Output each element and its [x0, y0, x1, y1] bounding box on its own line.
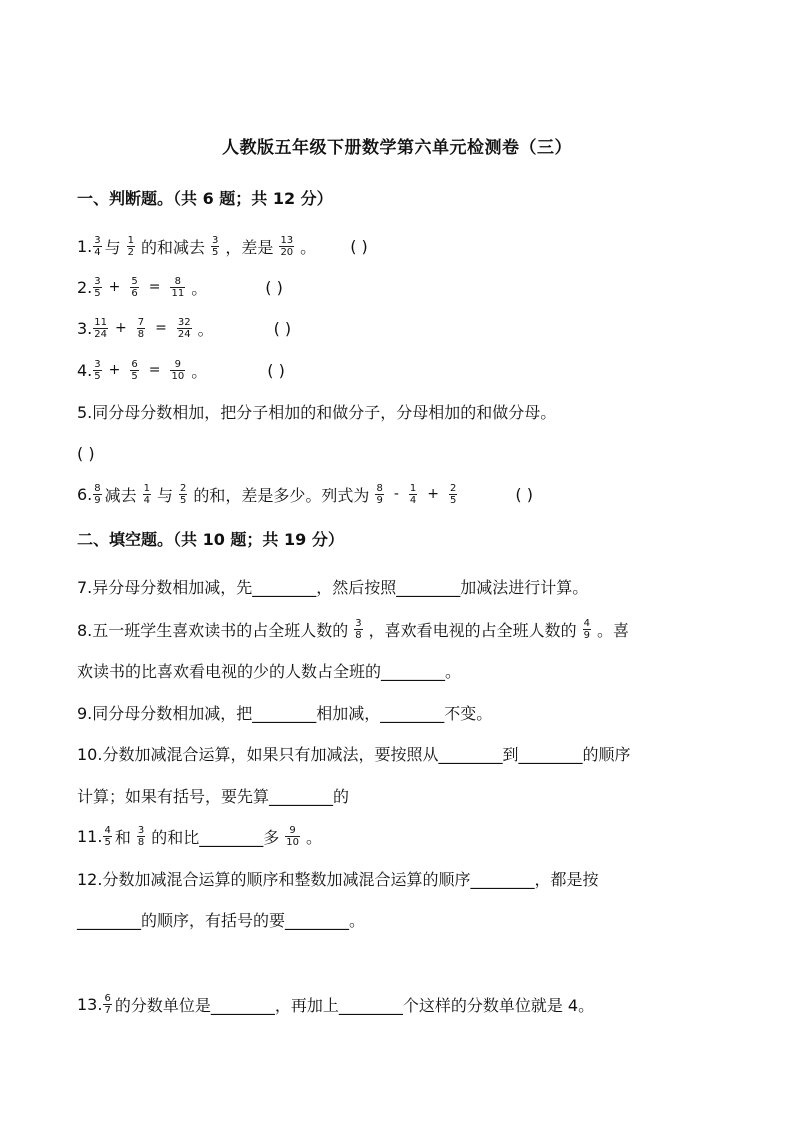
fraction: $\frac{1}{4}$ [409, 482, 417, 506]
fraction: $\frac{4}{5}$ [104, 824, 111, 848]
plus-sign: + [427, 486, 439, 502]
answer-bracket[interactable]: ( ) [265, 277, 283, 297]
question-number: 1. [77, 236, 93, 256]
question-5-answer [77, 437, 95, 469]
page-title: 人教版五年级下册数学第六单元检测卷（三） [222, 138, 572, 158]
question-4 [77, 354, 285, 386]
equals-sign: = [155, 320, 167, 336]
text: 。 [191, 361, 208, 381]
fraction: $\frac{3}{4}$ [94, 234, 101, 258]
section-heading-judgment: 一、判断题。（共 6 题；共 12 分） [77, 189, 333, 208]
fraction: $\frac{1}{4}$ [143, 482, 151, 506]
question-9 [77, 696, 492, 728]
question-6 [77, 478, 533, 510]
question-5 [77, 395, 556, 427]
question-text: ，喜欢看电视的占全班人数的 [368, 620, 577, 640]
question-10 [77, 737, 630, 769]
section-heading-fill-blank: 二、填空题。（共 10 题；共 19 分） [77, 530, 344, 549]
minus-sign: - [393, 486, 399, 502]
question-text: 12.分数加减混合运算的顺序和整数加减混合运算的顺序________，都是按 [77, 869, 599, 889]
answer-bracket[interactable]: ( ) [515, 484, 533, 504]
fraction: $\frac{3}{5}$ [94, 358, 101, 382]
text: 与 [157, 485, 174, 505]
question-number: 4. [77, 360, 93, 380]
question-text: 5.同分母分数相加，把分子相加的和做分子，分母相加的和做分母。 [77, 402, 557, 422]
fraction: $\frac{6}{7}$ [104, 992, 111, 1016]
answer-bracket[interactable]: ( ) [350, 236, 368, 256]
fraction: $\frac{1}{2}$ [127, 234, 135, 258]
fraction: $\frac{8}{9}$ [376, 482, 383, 506]
text: 与 [104, 237, 121, 257]
equals-sign: = [148, 279, 161, 295]
text: 。 [197, 319, 214, 339]
question-text: 10.分数加减混合运算，如果只有加减法，要按照从________到________的顺序 [77, 744, 631, 764]
plus-sign: + [108, 279, 121, 295]
text: 的和，差是多少。列式为 [193, 485, 370, 505]
question-text: 7.异分母分数相加减，先________，然后按照________加减法进行计算。 [77, 577, 589, 597]
fraction: $\frac{9}{10}$ [171, 358, 185, 382]
fraction: $\frac{2}{5}$ [180, 482, 187, 506]
fraction: $\frac{3}{8}$ [137, 824, 145, 848]
text: 的和比________多 [151, 827, 280, 847]
fraction: $\frac{7}{8}$ [137, 316, 145, 340]
question-number: 6. [77, 484, 93, 504]
question-text: 9.同分母分数相加减，把________相加减，________不变。 [77, 703, 493, 723]
equals-sign: = [148, 362, 161, 378]
question-text: 的分数单位是________，再加上________个这样的分数单位就是 4。 [114, 995, 595, 1015]
question-12 [77, 862, 598, 894]
fraction: $\frac{5}{6}$ [131, 275, 138, 299]
fraction: $\frac{8}{9}$ [94, 482, 101, 506]
question-number: 3. [77, 318, 93, 338]
answer-bracket[interactable]: ( ) [77, 443, 95, 463]
text: 和 [114, 827, 131, 847]
question-text: 欢读书的比喜欢看电视的少的人数占全班的________。 [77, 661, 462, 681]
fraction: $\frac{32}{24}$ [177, 316, 191, 340]
answer-bracket[interactable]: ( ) [267, 360, 285, 380]
fraction: $\frac{11}{24}$ [94, 316, 107, 340]
fraction: $\frac{2}{5}$ [449, 482, 457, 506]
fraction: $\frac{4}{9}$ [583, 617, 591, 641]
question-11 [77, 820, 322, 852]
question-3 [77, 312, 291, 344]
fraction: $\frac{8}{11}$ [171, 275, 185, 299]
fraction: $\frac{9}{10}$ [286, 824, 299, 848]
text: 的和减去 [141, 237, 206, 257]
text: 。 [191, 278, 208, 298]
question-text: 计算；如果有括号，要先算________的 [77, 786, 350, 806]
question-8-cont [77, 654, 461, 686]
text: 。 [305, 827, 322, 847]
question-7 [77, 570, 588, 602]
question-12-cont [77, 903, 365, 935]
question-text: 。喜 [597, 620, 630, 640]
plus-sign: + [108, 362, 121, 378]
question-number: 2. [77, 277, 93, 297]
text: ，差是 [225, 237, 274, 257]
fraction: $\frac{13}{20}$ [280, 234, 294, 258]
question-number: 13. [77, 994, 103, 1014]
question-text: ________的顺序，有括号的要________。 [77, 910, 366, 930]
plus-sign: + [115, 320, 127, 336]
text: 减去 [104, 485, 137, 505]
fraction: $\frac{6}{5}$ [131, 358, 138, 382]
fraction: $\frac{3}{8}$ [355, 617, 362, 641]
text: 。 [300, 237, 317, 257]
answer-bracket[interactable]: ( ) [273, 318, 292, 338]
question-10-cont [77, 779, 349, 811]
fraction: $\frac{3}{5}$ [94, 275, 101, 299]
question-8 [77, 613, 629, 645]
question-1 [77, 230, 368, 262]
question-13 [77, 988, 594, 1020]
question-text: 8.五一班学生喜欢读书的占全班人数的 [77, 620, 349, 640]
fraction: $\frac{3}{5}$ [212, 234, 219, 258]
question-2 [77, 271, 283, 303]
question-number: 11. [77, 826, 103, 846]
